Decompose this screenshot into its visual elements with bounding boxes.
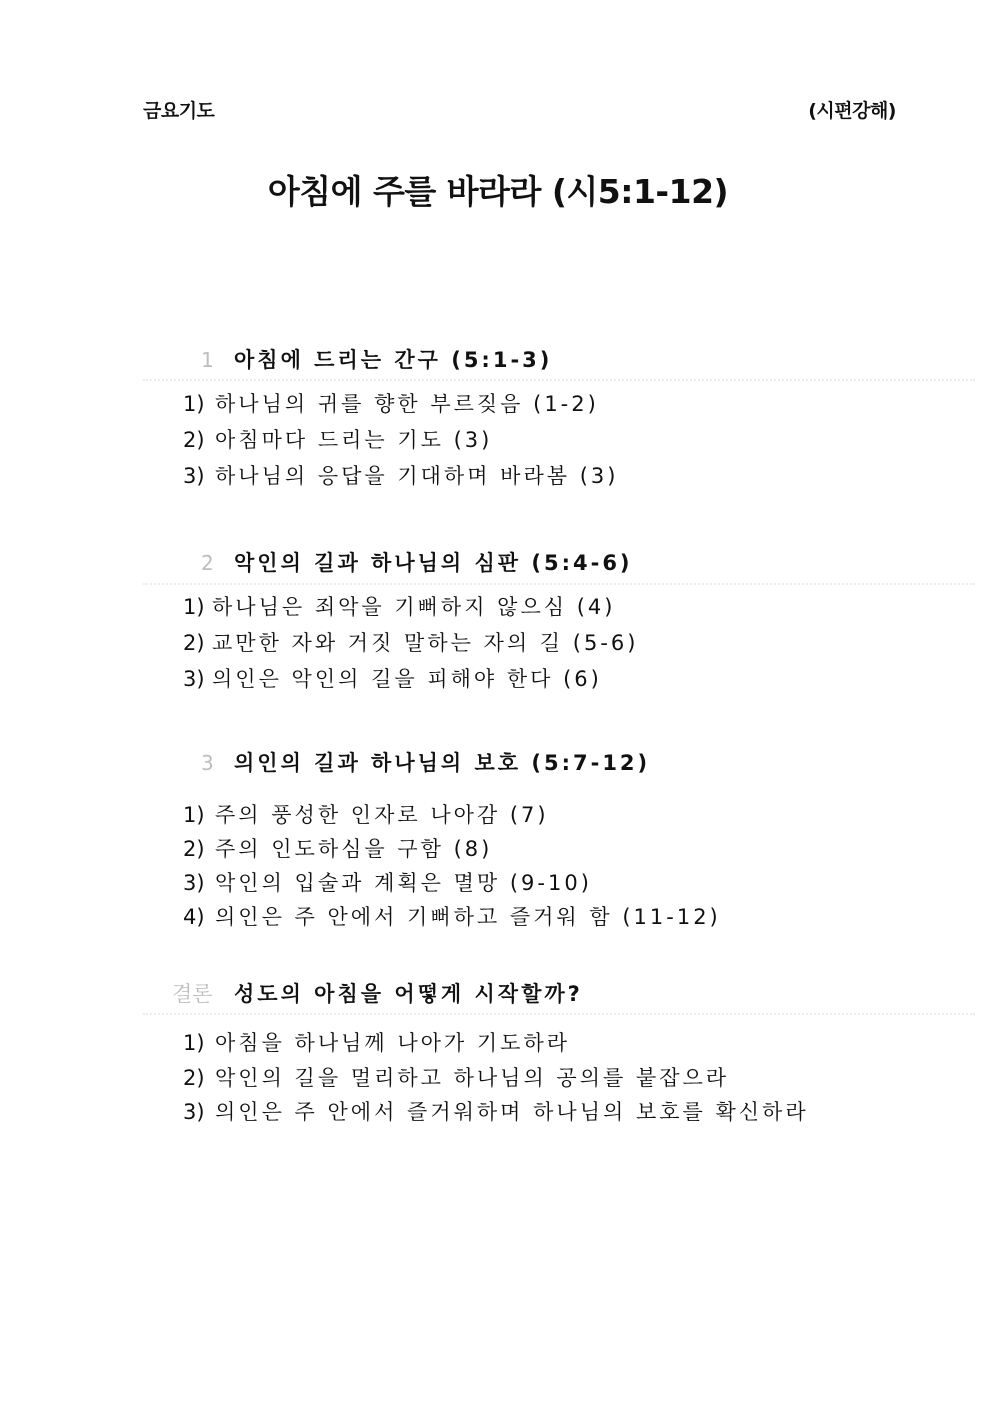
section-title: 악인의 길과 하나님의 심판 (5:4-6) <box>234 551 633 575</box>
list-item: 1) 주의 풍성한 인자로 나아감 (7) <box>183 803 549 827</box>
list-item: 3) 악인의 입술과 계획은 멸망 (9-10) <box>183 871 592 895</box>
list-item: 3) 하나님의 응답을 기대하며 바라봄 (3) <box>183 464 619 488</box>
list-item: 1) 하나님의 귀를 향한 부르짖음 (1-2) <box>183 392 599 416</box>
list-item: 3) 의인은 악인의 길을 피해야 한다 (6) <box>183 667 602 691</box>
list-item: 2) 주의 인도하심을 구함 (8) <box>183 837 493 861</box>
section-divider <box>143 583 975 585</box>
section-number: 2 <box>201 551 214 575</box>
section-number: 결론 <box>172 982 213 1006</box>
section-title: 아침에 드리는 간구 (5:1-3) <box>234 348 553 372</box>
section-number: 3 <box>201 751 214 775</box>
list-item: 1) 아침을 하나님께 나아가 기도하라 <box>183 1031 571 1055</box>
section-title: 의인의 길과 하나님의 보호 (5:7-12) <box>234 751 651 775</box>
section-heading-2 <box>201 547 633 577</box>
page-title: 아침에 주를 바라라 (시5:1-12) <box>267 172 729 211</box>
section-heading-conclusion <box>172 978 583 1008</box>
section-heading-3 <box>201 747 650 777</box>
section-number: 1 <box>201 348 214 372</box>
section-divider <box>143 379 975 381</box>
section-heading-1 <box>201 344 552 374</box>
list-item: 1) 하나님은 죄악을 기뻐하지 않으심 (4) <box>183 595 616 619</box>
header-category: 금요기도 <box>143 100 215 122</box>
list-item: 3) 의인은 주 안에서 즐거워하며 하나님의 보호를 확신하라 <box>183 1100 809 1124</box>
list-item: 2) 악인의 길을 멀리하고 하나님의 공의를 붙잡으라 <box>183 1066 730 1090</box>
list-item: 2) 교만한 자와 거짓 말하는 자의 길 (5-6) <box>183 631 639 655</box>
section-divider <box>143 1013 975 1015</box>
section-title: 성도의 아침을 어떻게 시작할까? <box>234 982 583 1006</box>
header-series: (시편강해) <box>808 100 896 122</box>
list-item: 4) 의인은 주 안에서 기뻐하고 즐거워 함 (11-12) <box>183 905 721 929</box>
list-item: 2) 아침마다 드리는 기도 (3) <box>183 428 493 452</box>
